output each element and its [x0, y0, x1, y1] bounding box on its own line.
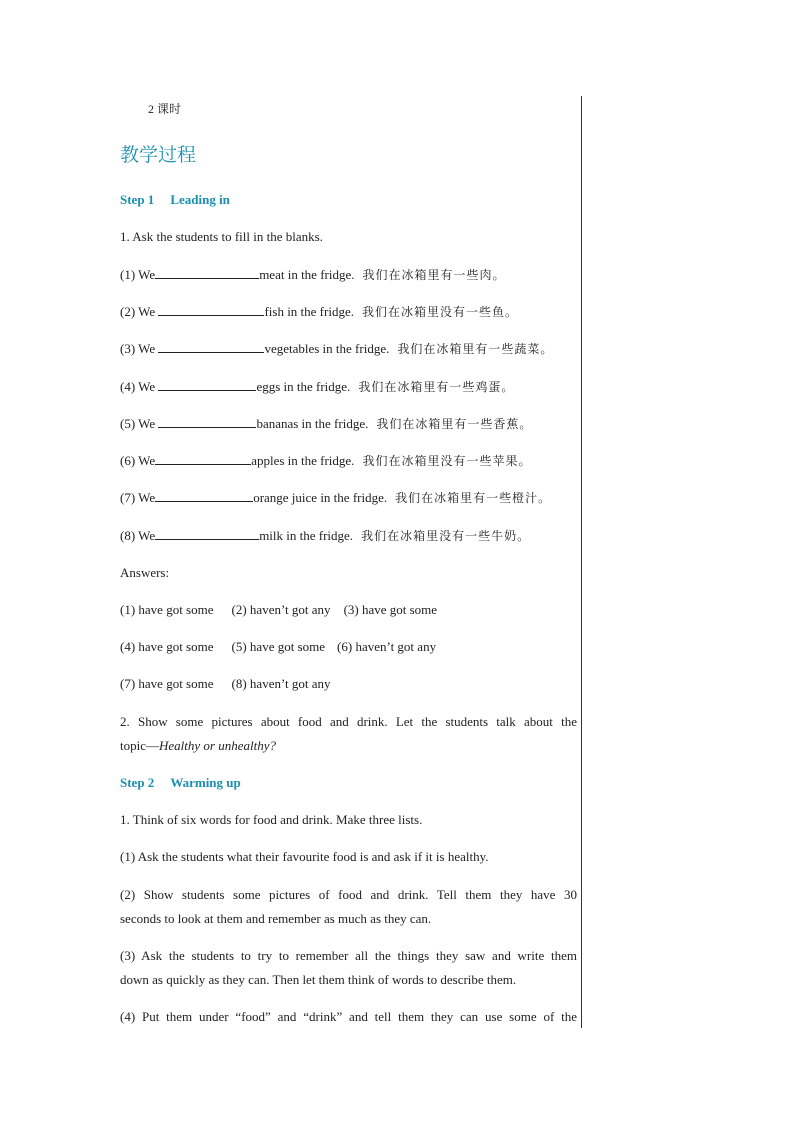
item-number: (4) We: [120, 379, 156, 394]
step2-paragraph-4: [120, 944, 577, 992]
topic-prefix: topic—: [120, 738, 159, 753]
step1-label: Step 1: [120, 192, 155, 207]
item-number: (3) We: [120, 341, 156, 356]
section-heading: 教学过程: [120, 144, 197, 166]
step2-paragraph-2: (1) Ask the students what their favourite food is and ask if it is healthy.: [120, 849, 489, 864]
item-text: orange juice in the fridge.: [253, 490, 388, 505]
paragraph-line: down as quickly as they can. Then let them think of words to describe them.: [120, 972, 517, 987]
answers-row-3: [120, 675, 331, 693]
blank-item-8: [120, 527, 530, 545]
item-translation: 我们在冰箱里有一些蔬菜。: [397, 342, 554, 356]
paragraph-line: [120, 734, 577, 758]
step2-label: Step 2: [120, 775, 155, 790]
blank-item-2: [120, 303, 518, 321]
item-translation: 我们在冰箱里有一些橙汁。: [395, 491, 552, 505]
fill-blank: [158, 378, 256, 391]
blank-item-1: [120, 266, 506, 284]
item-number: (8) We: [120, 528, 156, 543]
item-number: (6) We: [120, 453, 156, 468]
paragraph-line: (2) Show students some pictures of food and drink. Tell them they have 30: [120, 887, 577, 902]
item-text: fish in the fridge.: [264, 304, 354, 319]
item-translation: 我们在冰箱里没有一些牛奶。: [361, 529, 531, 543]
step2-paragraph-1: 1. Think of six words for food and drink. Make three lists.: [120, 812, 423, 827]
step1-title: Leading in: [170, 192, 230, 207]
item-translation: 我们在冰箱里有一些香蕉。: [376, 417, 533, 431]
item-translation: 我们在冰箱里有一些鸡蛋。: [358, 380, 515, 394]
blank-item-4: [120, 378, 514, 396]
blank-item-3: [120, 340, 553, 358]
answer: (7) have got some: [120, 676, 214, 691]
paragraph-line: (3) Ask the students to try to remember all the things they saw and write them: [120, 948, 577, 963]
step1-question-2: [120, 710, 577, 758]
answer: (6) haven’t got any: [337, 639, 437, 654]
answer: (4) have got some: [120, 639, 214, 654]
blank-item-6: [120, 452, 531, 470]
answer: (5) have got some: [231, 639, 326, 654]
fill-blank: [158, 415, 256, 428]
item-text: vegetables in the fridge.: [264, 341, 390, 356]
item-number: (2) We: [120, 304, 156, 319]
item-translation: 我们在冰箱里有一些肉。: [362, 268, 506, 282]
fill-blank: [155, 452, 251, 465]
blank-item-5: [120, 415, 532, 433]
answer: (2) haven’t got any: [231, 602, 331, 617]
answer: (1) have got some: [120, 602, 214, 617]
answers-row-1: [120, 601, 437, 619]
step2-paragraph-5: [120, 1005, 577, 1029]
answers-row-2: [120, 638, 436, 656]
answer: (3) have got some: [343, 602, 438, 617]
answers-label: Answers:: [120, 565, 170, 580]
fill-blank: [158, 303, 264, 316]
fill-blank: [155, 489, 253, 502]
item-text: eggs in the fridge.: [256, 379, 351, 394]
table-border-right: [581, 96, 582, 1028]
paragraph-line: seconds to look at them and remember as much as they can.: [120, 911, 432, 926]
item-number: (5) We: [120, 416, 156, 431]
item-translation: 我们在冰箱里没有一些鱼。: [361, 305, 518, 319]
step1-question-1: 1. Ask the students to fill in the blanks.: [120, 229, 323, 244]
item-text: milk in the fridge.: [259, 528, 354, 543]
item-text: bananas in the fridge.: [256, 416, 369, 431]
step2-heading: [120, 774, 241, 792]
step1-heading: [120, 191, 230, 209]
answer: (8) haven’t got any: [231, 676, 331, 691]
item-text: apples in the fridge.: [251, 453, 355, 468]
item-text: meat in the fridge.: [259, 267, 355, 282]
fill-blank: [158, 340, 264, 353]
topic-italic: Healthy or unhealthy?: [159, 738, 276, 753]
item-number: (1) We: [120, 267, 156, 282]
blank-item-7: [120, 489, 551, 507]
fill-blank: [155, 527, 259, 540]
step2-title: Warming up: [170, 775, 241, 790]
fill-blank: [155, 266, 259, 279]
lesson-period: 2 课时: [148, 102, 182, 116]
item-number: (7) We: [120, 490, 156, 505]
step2-paragraph-3: [120, 883, 577, 931]
paragraph-line: 2. Show some pictures about food and drink. Let the students talk about the: [120, 714, 577, 729]
item-translation: 我们在冰箱里没有一些苹果。: [362, 454, 532, 468]
paragraph-line: (4) Put them under “food” and “drink” and tell them they can use some of the: [120, 1009, 577, 1024]
